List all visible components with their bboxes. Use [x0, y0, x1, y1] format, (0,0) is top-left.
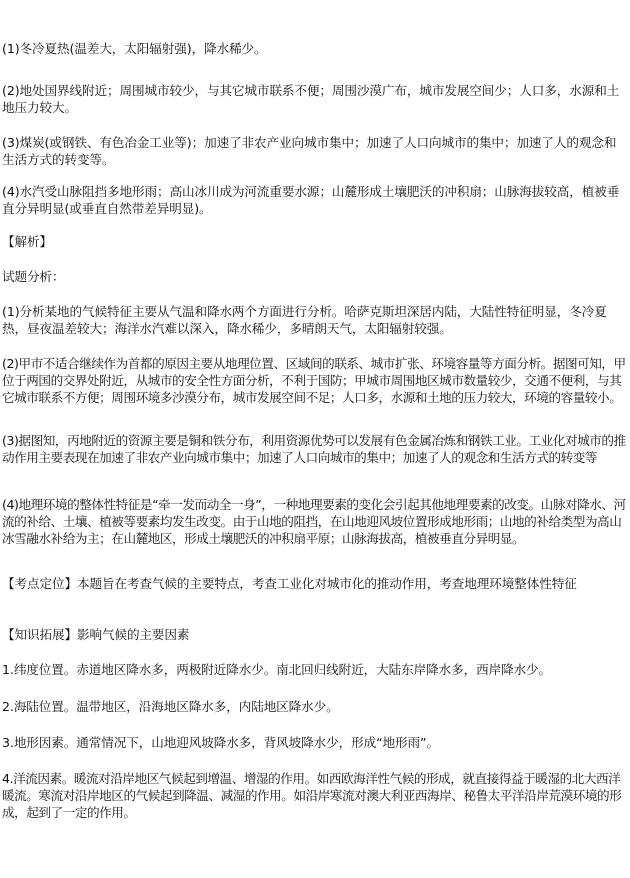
analysis-3: (3)据图知，丙地附近的资源主要是铜和铁分布，利用资源优势可以发展有色金属冶炼和钢铁工业。工业化对城市的推动作用主要表现在加速了非农产业向城市集中；加速了人口向城市的集中；加速了人的观念和生活方式的转变等 [2, 433, 626, 465]
factor-1: 1.纬度位置。赤道地区降水多，两极附近降水少。南北回归线附近，大陆东岸降水多，西岸降水少。 [2, 662, 552, 677]
analysis-heading: 【解析】 [2, 234, 52, 249]
factor-3: 3.地形因素。通常情况下，山地迎风坡降水多，背风坡降水少，形成“地形雨”。 [2, 735, 439, 750]
factor-4: 4.洋流因素。暖流对沿岸地区气候起到增温、增湿的作用。如西欧海洋性气候的形成，就直接得益于暖湿的北大西洋暖流。寒流对沿岸地区的气候起到降温、减湿的作用。如沿岸寒流对澳大利亚西海岸、秘鲁太平洋沿岸荒漠环境的形成，起到了一定的作用。 [2, 771, 622, 820]
answer-3: (3)煤炭(或钢铁、有色冶金工业等)；加速了非农产业向城市集中；加速了人口向城市的集中；加速了人的观念和生活方式的转变等。 [2, 135, 617, 167]
analysis-label: 试题分析： [2, 269, 65, 284]
analysis-4: (4)地理环境的整体性特征是“牵一发而动全一身”，一种地理要素的变化会引起其他地理要素的改变。山脉对降水、河流的补给、土壤、植被等要素均发生改变。由于山地的阻挡，在山地迎风坡位置形成地形雨；山地的补给类型为高山冰雪融水补给为主；在山麓地区，形成土壤肥沃的冲积扇平原；山脉海拔高，植被垂直分异明显。 [2, 497, 626, 546]
answer-1: (1)冬冷夏热(温差大，太阳辐射强)，降水稀少。 [2, 41, 267, 56]
answer-2: (2)地处国界线附近；周围城市较少，与其它城市联系不便；周围沙漠广布，城市发展空间少；人口多，水源和土地压力较大。 [2, 83, 620, 115]
knowledge-heading: 【知识拓展】影响气候的主要因素 [2, 627, 190, 642]
key-point: 【考点定位】本题旨在考查气候的主要特点，考查工业化对城市化的推动作用，考查地理环境整体性特征 [2, 576, 577, 591]
analysis-2: (2)甲市不适合继续作为首都的原因主要从地理位置、区域间的联系、城市扩张、环境容量等方面分析。据图可知，甲位于两国的交界处附近，从城市的安全性方面分析，不利于国防；甲城市周围地区城市数量较少，交通不便利，与其它城市联系不方便；周围环境多沙漠分布，城市发展空间不足；人口多，水源和土地的压力较大，环境的容量较小。 [2, 356, 626, 405]
analysis-1: (1)分析某地的气候特征主要从气温和降水两个方面进行分析。哈萨克斯坦深居内陆，大陆性特征明显，冬冷夏热，昼夜温差较大；海洋水汽难以深入，降水稀少，多晴朗天气，太阳辐射较强。 [2, 304, 607, 336]
factor-2: 2.海陆位置。温带地区，沿海地区降水多，内陆地区降水少。 [2, 699, 339, 714]
answer-4: (4)水汽受山脉阻挡多地形雨；高山冰川成为河流重要水源；山麓形成土壤肥沃的冲积扇；山脉海拔较高，植被垂直分异明显(或垂直自然带差异明显)。 [2, 184, 620, 216]
